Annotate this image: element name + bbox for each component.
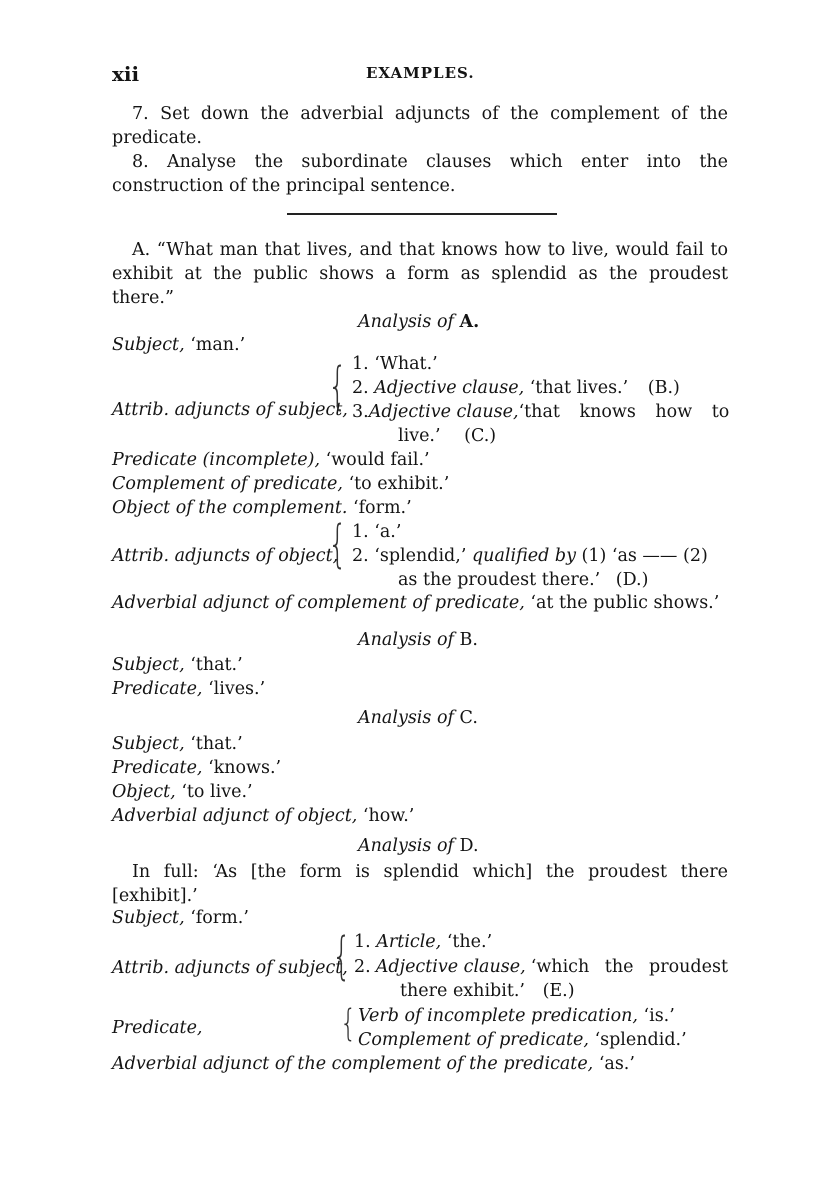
analysis-a-attrib-1: 1. ‘What.’: [352, 354, 438, 374]
analysis-b-subject: Subject, ‘that.’: [112, 655, 243, 675]
analysis-b-heading: Analysis of B.: [358, 630, 478, 650]
analysis-d-subject: Subject, ‘form.’: [112, 908, 249, 928]
analysis-a-obj-attrib-2: 2. ‘splendid,’ qualified by (1) ‘as —— (2): [352, 546, 708, 566]
item-8: 8. Analyse the subordinate clauses which enter into the construction of the principal sentence.: [112, 152, 728, 196]
analysis-a-adverbial: Adverbial adjunct of complement of predicate, ‘at the public shows.’: [112, 593, 720, 613]
analysis-a-heading: Analysis of A.: [358, 312, 480, 332]
brace-icon: {: [332, 926, 352, 987]
analysis-a-complement: Complement of predicate, ‘to exhibit.’: [112, 474, 450, 494]
page-number: xii: [112, 62, 140, 86]
section-divider: [287, 213, 557, 215]
analysis-d-adverbial: Adverbial adjunct of the complement of the predicate, ‘as.’: [112, 1054, 635, 1074]
analysis-d-in-full: In full: ‘As [the form is splendid which] the proudest there [exhibit].’: [112, 862, 728, 906]
analysis-d-complement: Complement of predicate, ‘splendid.’: [358, 1030, 687, 1050]
analysis-c-adverbial: Adverbial adjunct of object, ‘how.’: [112, 806, 415, 826]
analysis-a-subject: Subject, ‘man.’: [112, 335, 246, 355]
analysis-a-predicate: Predicate (incomplete), ‘would fail.’: [112, 450, 430, 470]
analysis-d-attrib-2-cont: there exhibit.’ (E.): [400, 981, 575, 1001]
analysis-a-attrib-subject-label: Attrib. adjuncts of subject,: [112, 400, 348, 420]
sentence-a: A. “What man that lives, and that knows how to live, would fail to exhibit at the public shows a form as splendid as the proudest there.”: [112, 240, 728, 308]
analysis-d-heading: Analysis of D.: [358, 836, 479, 856]
analysis-d-attrib-1: 1. Article, ‘the.’: [354, 932, 493, 952]
analysis-c-heading: Analysis of C.: [358, 708, 478, 728]
analysis-a-attrib-3: 3. Adjective clause, ‘that knows how to: [352, 402, 730, 422]
brace-icon: {: [340, 1003, 357, 1046]
analysis-d-predicate-label: Predicate,: [112, 1018, 203, 1038]
analysis-a-object: Object of the complement. ‘form.’: [112, 498, 412, 518]
analysis-c-subject: Subject, ‘that.’: [112, 734, 243, 754]
analysis-a-obj-attrib-2-cont: as the proudest there.’ (D.): [398, 570, 649, 590]
item-7: 7. Set down the adverbial adjuncts of the complement of the predicate.: [112, 104, 728, 148]
brace-icon: {: [328, 356, 348, 417]
page-title: EXAMPLES.: [366, 64, 475, 82]
analysis-b-predicate: Predicate, ‘lives.’: [112, 679, 266, 699]
analysis-a-attrib-3-cont: live.’ (C.): [398, 426, 497, 446]
analysis-c-predicate: Predicate, ‘knows.’: [112, 758, 282, 778]
brace-icon: {: [328, 514, 348, 575]
analysis-a-attrib-2: 2. Adjective clause, ‘that lives.’ (B.): [352, 378, 680, 398]
analysis-d-attrib-2: 2. Adjective clause, ‘which the proudest: [354, 957, 728, 977]
analysis-a-obj-attrib-1: 1. ‘a.’: [352, 522, 402, 542]
analysis-a-attrib-object-label: Attrib. adjuncts of object,: [112, 546, 339, 566]
analysis-c-object: Object, ‘to live.’: [112, 782, 253, 802]
analysis-d-verb: Verb of incomplete predication, ‘is.’: [358, 1006, 675, 1026]
analysis-d-attrib-label: Attrib. adjuncts of subject,: [112, 958, 348, 978]
